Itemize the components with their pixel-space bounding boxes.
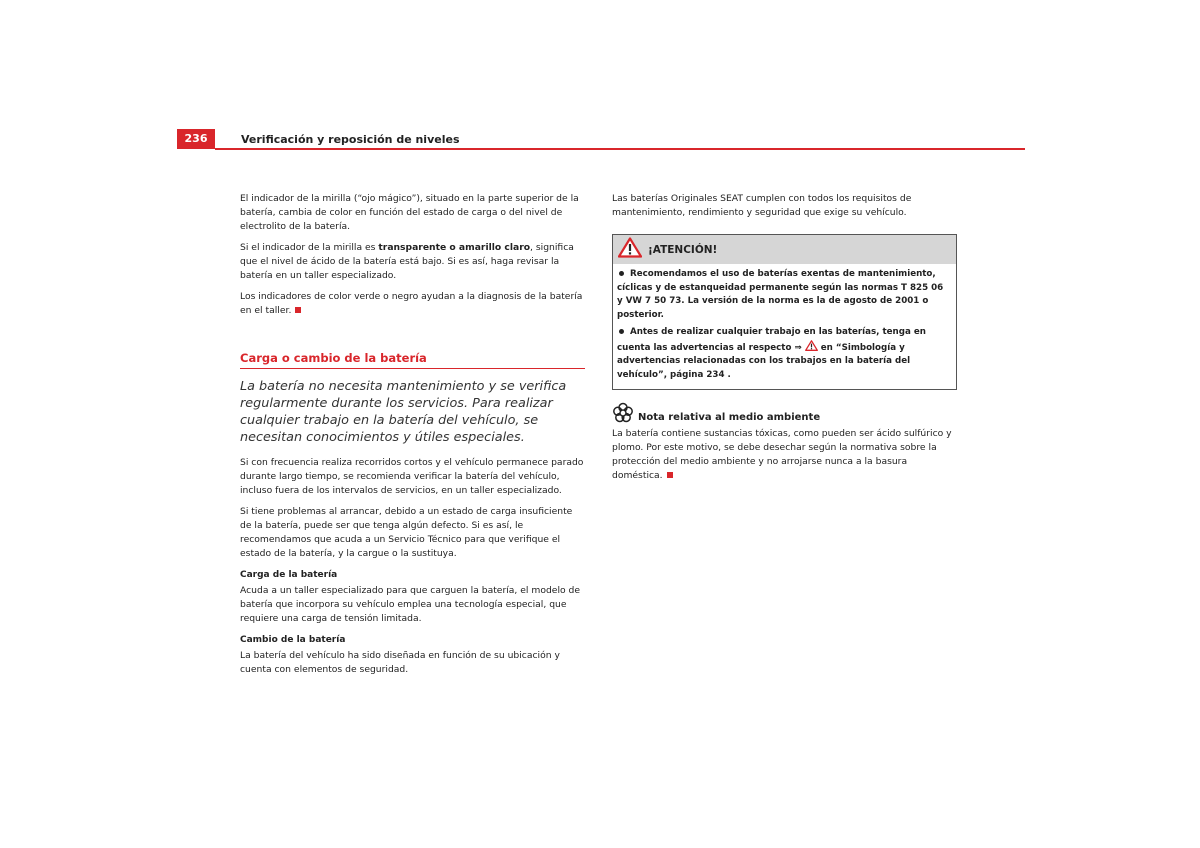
paragraph-short-trips: Si con frecuencia realiza recorridos cortos y el vehículo permanece parado durante largo tiempo, se recomienda verificar la batería del vehículo, incluso fuera de los intervalos de servicios, en un taller especializado. [240,457,584,496]
bullet-icon [619,329,624,334]
header-rule [215,148,1025,150]
paragraph-indicator [240,192,585,234]
bullet-icon [619,271,624,276]
subheading-charging: Carga de la batería [240,570,338,580]
warning-item-2-pre: Antes de realizar cualquier trabajo en las baterías, tenga en cuenta las advertencias al respecto ⇒ [617,327,926,353]
paragraph-indicator-text: El indicador de la mirilla (“ojo mágico”), situado en la parte superior de la batería, cambia de color en función del estado de carga o del nivel de electrolito de la batería. [240,193,579,232]
paragraph-transparent [240,241,585,283]
section-intro: La batería no necesita mantenimiento y se verifica regularmente durante los servicios. Para realizar cualquier trabajo en la batería del vehículo, se necesitan conocimientos y útiles especiales. [240,379,567,445]
warning-item-1-text: Recomendamos el uso de baterías exentas de mantenimiento, cíclicas y de estanqueidad permanente según las normas T 825 06 y VW 7 50 73. La versión de la norma es la de agosto de 2001 o posterior. [617,269,944,320]
subheading-replacement: Cambio de la batería [240,635,346,645]
section-heading: Carga o cambio de la batería [240,351,585,369]
paragraph-transparent-post: , significa que el nivel de ácido de la batería está bajo. Si es así, haga revisar la batería en un taller especializado. [240,242,574,281]
header-title: Verificación y reposición de niveles [241,133,460,146]
page-number: 236 [177,129,215,149]
environment-heading [612,404,957,426]
paragraph-charging: Acuda a un taller especializado para que carguen la batería, el modelo de batería que incorpora su vehículo emplea una tecnología especial, que requiere una carga de tensión limitada. [240,585,581,624]
left-column [240,192,585,684]
right-column [612,192,957,490]
environment-text-body: La batería contiene sustancias tóxicas, como pueden ser ácido sulfúrico y plomo. Por este motivo, se debe desechar según la normativa sobre la protección del medio ambiente y no arrojarse nunca a la basura doméstica. [612,428,952,481]
paragraph-replacement: La batería del vehículo ha sido diseñada en función de su ubicación y cuenta con elementos de seguridad. [240,650,560,675]
warning-item-2 [617,326,951,382]
paragraph-transparent-pre: Si el indicador de la mirilla es [240,242,379,253]
warning-item-2-post: en “Simbología y advertencias relacionadas con los trabajos en la batería del vehículo”, página 234 . [617,342,911,380]
flower-icon [612,402,634,429]
paragraph-colors [240,290,585,318]
warning-title: ¡ATENCIÓN! [648,243,718,256]
paragraph-starting-problems: Si tiene problemas al arrancar, debido a un estado de carga insuficiente de la batería, puede ser que tenga algún defecto. Si es así, le recomendamos que acuda a un Servicio Técnico para que verifique el estado de la batería, y la cargue o la sustituya. [240,506,573,559]
warning-body [613,264,956,389]
environment-text [612,427,957,483]
paragraph-transparent-bold: transparente o amarillo claro [378,242,531,253]
paragraph-original-batteries: Las baterías Originales SEAT cumplen con todos los requisitos de mantenimiento, rendimiento y seguridad que exige su vehículo. [612,193,912,218]
end-of-section-icon [667,472,673,478]
end-of-section-icon [295,307,301,313]
environment-title: Nota relativa al medio ambiente [638,412,821,423]
warning-item-1 [617,268,951,322]
warning-triangle-icon [618,237,642,263]
inline-warning-icon [805,343,818,353]
warning-header [613,235,956,264]
paragraph-colors-text: Los indicadores de color verde o negro ayudan a la diagnosis de la batería en el taller. [240,291,583,316]
warning-box [612,234,957,390]
